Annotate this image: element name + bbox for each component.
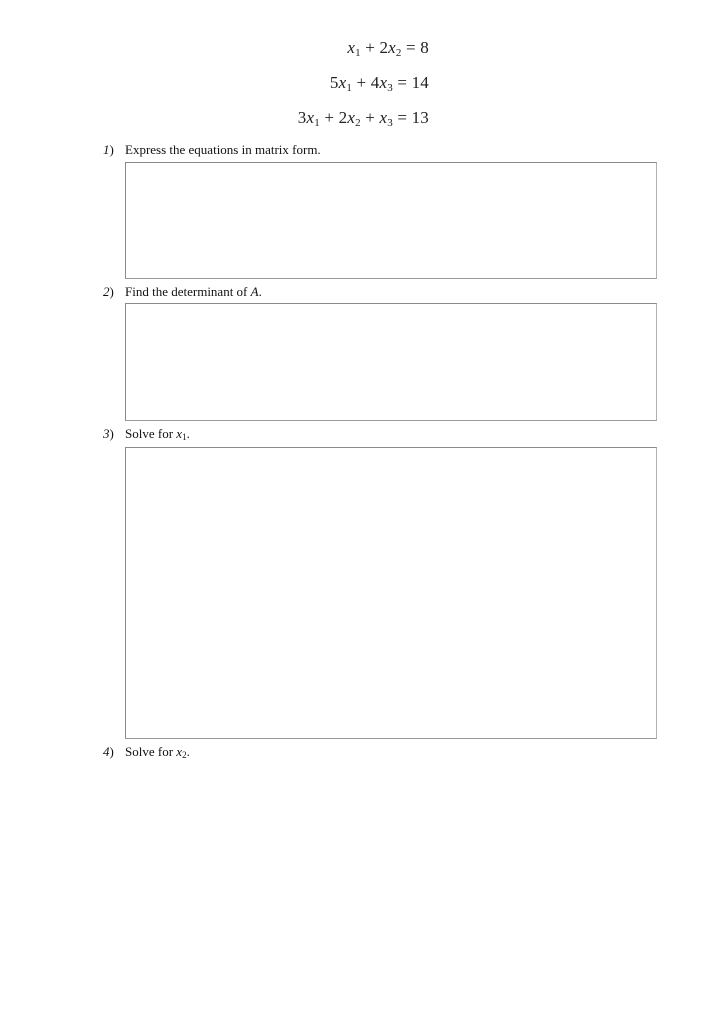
eq1-rhs: 8 [420,38,429,57]
question-3-suffix: . [186,426,190,441]
eq1-term2-coef: 2 [379,38,389,57]
answer-box-3[interactable] [125,447,657,739]
question-3 [103,426,190,442]
eq1-term2-var: x [388,38,396,57]
eq2-rhs: 14 [411,73,429,92]
answer-box-1[interactable] [125,162,657,279]
question-3-number-value: 3 [103,426,110,441]
question-4-suffix: . [186,744,190,759]
question-1-text: Express the equations in matrix form. [125,142,321,157]
eq2-term2-sub: 3 [387,82,393,94]
eq2-op1: + [352,73,371,92]
eq1-equals: = [401,38,421,57]
eq3-op2: + [360,108,380,127]
eq3-term2-coef: 2 [338,108,348,127]
eq3-term1-var: x [306,108,315,127]
question-1 [103,142,321,158]
question-3-number: 3) [103,426,114,441]
equation-3 [298,108,429,128]
eq3-term1-sub: 1 [314,117,320,129]
question-4-var-sub: 2 [182,750,187,760]
question-2-suffix: . [258,284,262,299]
question-2-number-value: 2 [103,284,110,299]
eq1-op1: + [360,38,380,57]
eq3-term3-sub: 3 [387,117,393,129]
question-4-number: 4) [103,744,114,759]
eq1-term1-var: x [347,38,356,57]
eq3-term3-var: x [379,108,388,127]
equation-1 [347,38,429,58]
eq3-term2-var: x [347,108,356,127]
answer-box-2[interactable] [125,303,657,421]
eq1-term2-sub: 2 [395,47,402,59]
question-2 [103,284,262,300]
eq3-term2-sub: 2 [355,117,361,129]
eq2-term2-coef: 4 [370,73,380,92]
eq2-equals: = [392,73,412,92]
question-1-number-value: 1 [103,142,110,157]
question-3-text: Solve for [125,426,177,441]
eq1-term1-sub: 1 [355,47,361,59]
question-2-number: 2) [103,284,114,299]
eq3-op1: + [319,108,339,127]
question-1-number: 1) [103,142,114,157]
question-2-var: A [250,284,259,299]
question-4-text: Solve for [125,744,177,759]
question-4 [103,744,190,760]
equation-2 [330,73,429,93]
eq2-term1-sub: 1 [346,82,353,94]
eq2-term1-coef: 5 [329,73,339,92]
question-3-var: x [176,426,183,441]
question-4-var: x [176,744,183,759]
eq3-rhs: 13 [411,108,429,127]
eq3-equals: = [392,108,412,127]
eq3-term1-coef: 3 [297,108,307,127]
question-4-number-value: 4 [103,744,110,759]
question-2-text: Find the determinant of [125,284,251,299]
eq2-term1-var: x [338,73,347,92]
eq2-term2-var: x [379,73,388,92]
question-3-var-sub: 1 [182,432,187,442]
